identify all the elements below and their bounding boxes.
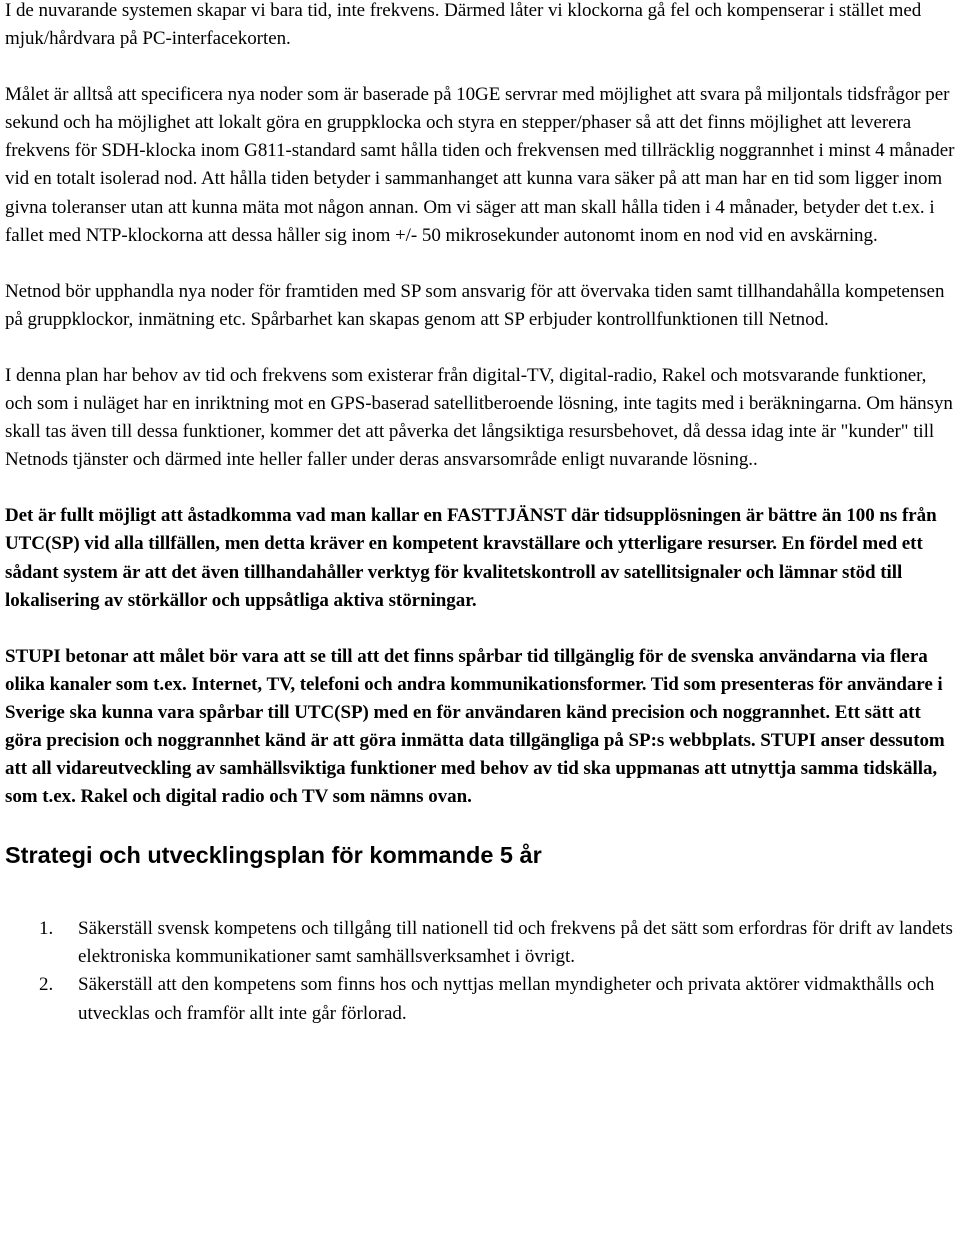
list-item [5, 915, 957, 971]
paragraph-stupi: STUPI betonar att målet bör vara att se till att det finns spårbar tid tillgänglig för de svenska användarna via flera olika kanaler som t.ex. Internet, TV, telefoni och andra kommunikationsformer. Tid som presenteras för användare i Sverige ska kunna vara spårbar till UTC(SP) med en för användaren känd precision och noggrannhet. Ett sätt att göra precision och noggrannhet känd är att göra inmätta data tillgängliga på SP:s webbplats. STUPI anser dessutom att all vidareutveckling av samhällsviktiga funktioner med behov av tid ska uppmanas att utnyttja samma tidskälla, som t.ex. Rakel och digital radio och TV som nämns ovan. [5, 645, 945, 808]
section-heading: Strategi och utvecklingsplan för kommande 5 år [5, 842, 542, 869]
list-item-number: 1. [39, 918, 54, 940]
list-item-text: Säkerställ att den kompetens som finns hos och nyttjas mellan myndigheter och privata aktörer vidmakthålls och utvecklas och framför allt inte går förlorad. [78, 974, 935, 1024]
paragraph-current-systems: I de nuvarande systemen skapar vi bara tid, inte frekvens. Därmed låter vi klockorna gå fel och kompenserar i stället med mjuk/hårdvara på PC-interfacekorten. [5, 0, 922, 50]
paragraph-digital-tv: I denna plan har behov av tid och frekvens som existerar från digital-TV, digital-radio, Rakel och motsvarande funktioner, och som i nuläget har en inriktning mot en GPS-baserad satellitberoende lösning, inte tagits med i beräkningarna. Om hänsyn skall tas även till dessa funktioner, kommer det att påverka det långsiktiga resursbehovet, då dessa idag inte är "kunder" till Netnods tjänster och därmed inte heller faller under deras ansvarsområde enligt nuvarande lösning.. [5, 364, 953, 471]
list-item [5, 971, 957, 1027]
list-item-number: 2. [39, 974, 54, 996]
list-item-text: Säkerställ svensk kompetens och tillgång till nationell tid och frekvens på det sätt som erfordras för drift av landets elektroniska kommunikationer samt samhällsverksamhet i övrigt. [78, 918, 953, 968]
document-page [5, 0, 957, 1028]
strategy-list [5, 915, 957, 1027]
paragraph-netnod: Netnod bör upphandla nya noder för framtiden med SP som ansvarig för att övervaka tiden samt tillhandahålla kompetensen på gruppklockor, inmätning etc. Spårbarhet kan skapas genom att SP erbjuder kontrollfunktionen till Netnod. [5, 280, 945, 330]
paragraph-fasttjanst: Det är fullt möjligt att åstadkomma vad man kallar en FASTTJÄNST där tidsupplösningen är bättre än 100 ns från UTC(SP) vid alla tillfällen, men detta kräver en kompetent kravställare och ytterligare resurser. En fördel med ett sådant system är att det även tillhandahåller verktyg för kvalitetskontroll av satellitsignaler och lämnar stöd till lokalisering av störkällor och uppsåtliga aktiva störningar. [5, 505, 937, 611]
paragraph-goal: Målet är alltså att specificera nya noder som är baserade på 10GE servrar med möjlighet att svara på miljontals tidsfrågor per sekund och ha möjlighet att lokalt göra en gruppklocka och styra en stepper/phaser så att det finns möjlighet att leverera frekvens för SDH-klocka inom G811-standard samt hålla tiden och frekvensen med tillräcklig noggrannhet i minst 4 månader vid en totalt isolerad nod. Att hålla tiden betyder i sammanhanget att kunna vara säker på att man har en tid som ligger inom givna toleranser utan att kunna mäta mot någon annan. Om vi säger att man skall hålla tiden i 4 månader, betyder det t.ex. i fallet med NTP-klockorna att dessa håller sig inom +/- 50 mikrosekunder autonomt inom en nod vid en avskärning. [5, 84, 955, 246]
